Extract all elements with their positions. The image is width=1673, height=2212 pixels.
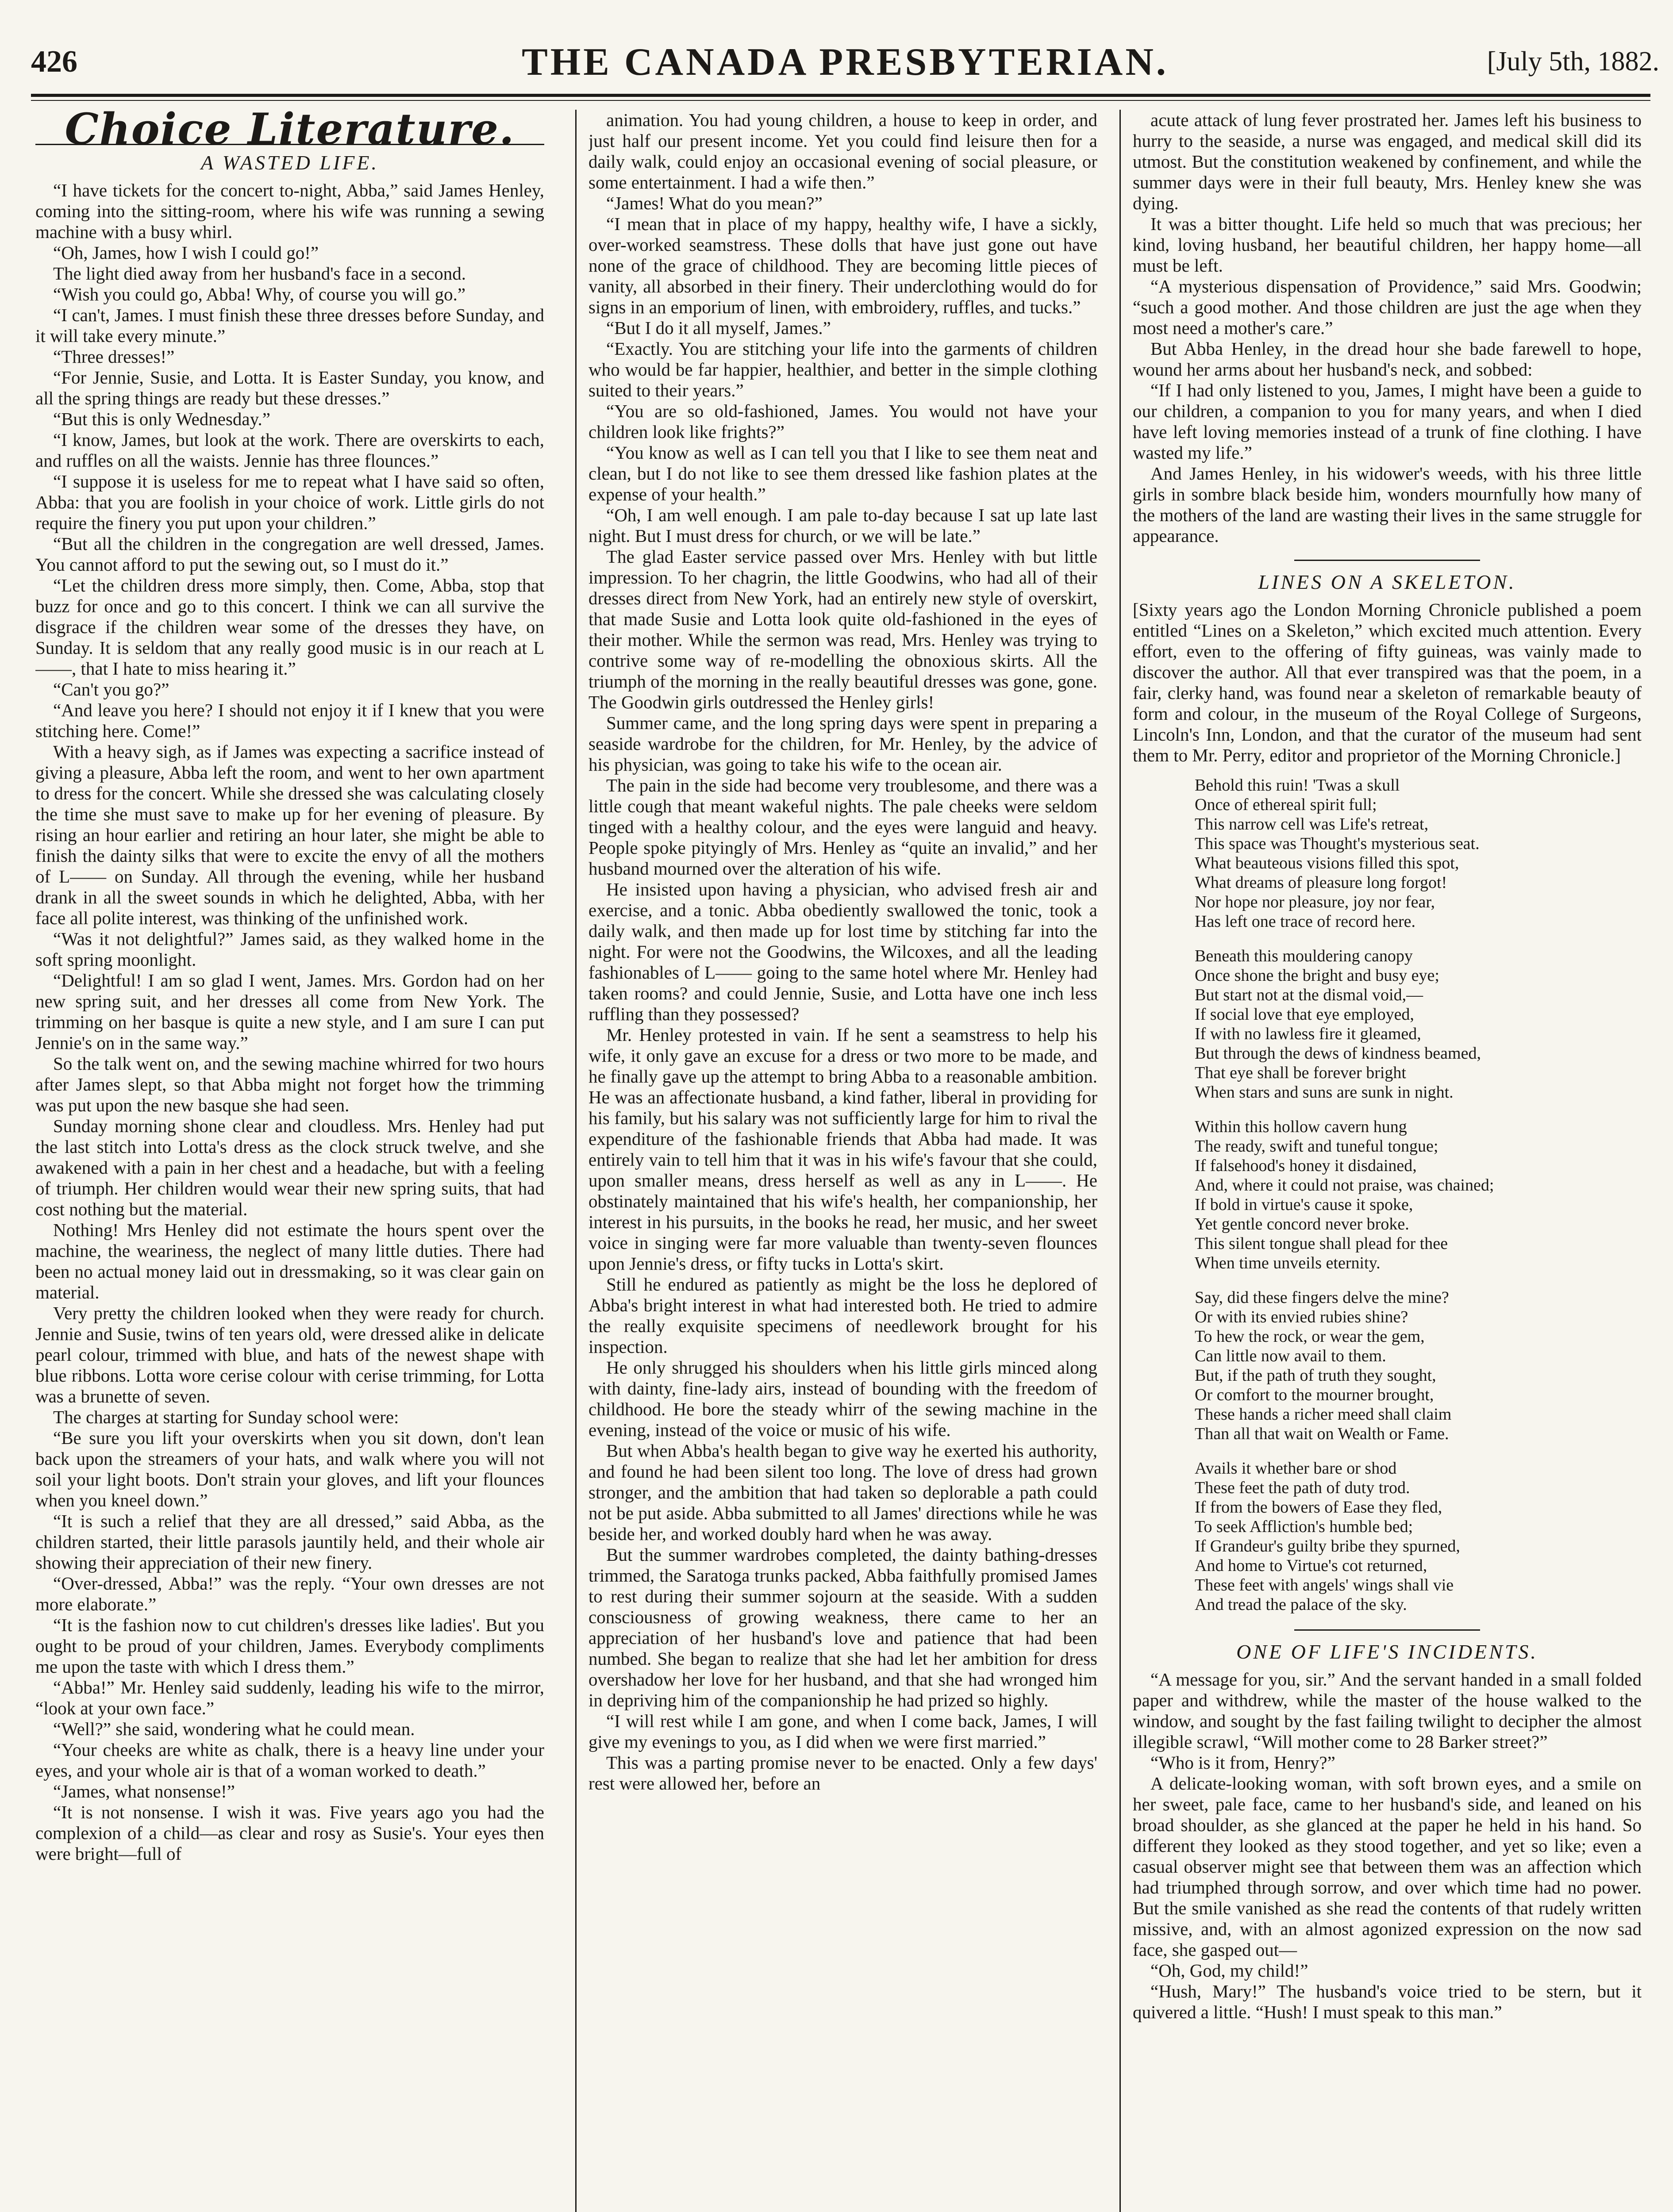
paragraph: animation. You had young children, a house to keep in order, and just half our present income. Yet you could find leisure then for a daily walk, could enjoy an occasional evening of social pleasure, or some entertainment. I had a wife then.” (588, 110, 1097, 192)
poem-line: Once of ethereal spirit full; (1195, 795, 1377, 814)
paragraph: “Exactly. You are stitching your life into the garments of children who would be far happier, healthier, and better in the simple clothing suited to their years.” (588, 338, 1097, 400)
paragraph: It was a bitter thought. Life held so much that was precious; her kind, loving husband, her beautiful children, her happy home—all must be left. (1133, 214, 1642, 276)
poem-stanza (1195, 946, 1642, 1102)
story-separator (1294, 1629, 1480, 1631)
poem-line: Has left one trace of record here. (1195, 912, 1415, 931)
poem-line: But start not at the dismal void,— (1195, 986, 1423, 1004)
paragraph: But the summer wardrobes completed, the dainty bathing-dresses trimmed, the Saratoga trunks packed, Abba faithfully promised James to rest during their summer sojourn at the seaside. With a sudden consciousness of growing weakness, there came to her an appreciation of her husband's love and patience that had been numbed. She began to realize that she had let her ambition for dress overshadow her love for her husband, and that she had wronged him in depriving him of the companionship he had prized so highly. (588, 1544, 1097, 1710)
poem-line: The ready, swift and tuneful tongue; (1195, 1137, 1438, 1156)
poem-line: When stars and suns are sunk in night. (1195, 1083, 1454, 1102)
poem-line: These feet the path of duty trod. (1195, 1479, 1410, 1497)
poem-line: But, if the path of truth they sought, (1195, 1366, 1436, 1385)
poem-line: When time unveils eternity. (1195, 1254, 1381, 1272)
paragraph: “Be sure you lift your overskirts when you sit down, don't lean back upon the streamers of your hats, and walk where you will not soil your light boots. Don't strain your gloves, and lift your flounces when you kneel down.” (35, 1428, 544, 1510)
paragraph: “Oh, I am well enough. I am pale to-day because I sat up late last night. But I must dress for church, or we will be late.” (588, 505, 1097, 546)
column-1 (35, 110, 544, 2212)
paragraph: Mr. Henley protested in vain. If he sent a seamstress to help his wife, it only gave an excuse for a dress or two more to be made, and he finally gave up the attempt to bring Abba to a reasonable ambition. He was an affectionate husband, a kind father, liberal in providing for his family, but his salary was not sufficiently large for him to rival the expenditure of the fashionable friends that Abba had made. It was entirely vain to tell him that it was in his wife's favour that she could, upon smaller means, dress herself as well as any in L——. He obstinately maintained that his wife's health, her companionship, her interest in his pursuits, in the books he read, her music, and her sweet voice in singing were far more valuable than twenty-seven flounces upon Jennie's dress, or fifty tucks in Lotta's skirt. (588, 1025, 1097, 1274)
paragraph: “I suppose it is useless for me to repeat what I have said so often, Abba: that you are foolish in your choice of work. Little girls do not require the finery you put upon your children.” (35, 471, 544, 533)
paragraph: “And leave you here? I should not enjoy it if I knew that you were stitching here. Come!” (35, 700, 544, 741)
poem-line: What beauteous visions filled this spot, (1195, 854, 1459, 872)
poem-line: Nor hope nor pleasure, joy nor fear, (1195, 893, 1435, 911)
poem-line: These hands a richer meed shall claim (1195, 1405, 1452, 1424)
poem-line: And home to Virtue's cot returned, (1195, 1556, 1427, 1575)
poem-stanza (1195, 1288, 1642, 1444)
paragraph: “James, what nonsense!” (53, 1781, 235, 1801)
poem-line: These feet with angels' wings shall vie (1195, 1576, 1454, 1594)
poem-stanza (1195, 1117, 1642, 1273)
story-body-continued (588, 110, 1097, 1794)
poem-stanza (1195, 1459, 1642, 1614)
paragraph: “A mysterious dispensation of Providence,” said Mrs. Goodwin; “such a good mother. And those children are just the age when they most need a mother's care.” (1133, 276, 1642, 338)
section-heading: Choice Literature. (35, 119, 544, 145)
paragraph: “You are so old-fashioned, James. You would not have your children look like frights?” (588, 401, 1097, 442)
poem-line: That eye shall be forever bright (1195, 1064, 1406, 1082)
poem-line: Than all that wait on Wealth or Fame. (1195, 1425, 1449, 1443)
poem-line: Or comfort to the mourner brought, (1195, 1386, 1434, 1404)
poem-line: To hew the rock, or wear the gem, (1195, 1327, 1425, 1346)
poem-line: If social love that eye employed, (1195, 1005, 1414, 1024)
intro-paragraph: [Sixty years ago the London Morning Chronicle published a poem entitled “Lines on a Skeleton,” which excited much attention. Every effort, even to the offering of fifty guineas, was vainly made to discover the author. All that ever transpired was that the poem, in a fair, clerky hand, was found near a skeleton of remarkable beauty of form and colour, in the museum of the Royal College of Surgeons, Lincoln's Inn, London, and that the curator of the museum had sent them to Mr. Perry, editor and proprietor of the Morning Chronicle.] (1133, 599, 1642, 765)
paragraph: “Wish you could go, Abba! Why, of course you will go.” (53, 284, 466, 304)
paragraph: “Can't you go?” (53, 679, 169, 699)
poem-stanza (1195, 776, 1642, 931)
paragraph: Very pretty the children looked when they were ready for church. Jennie and Susie, twins of ten years old, were dressed alike in delicate pearl colour, trimmed with blue, and hats of the newest shape with blue ribbons. Lotta wore cerise colour with cerise trimming, for Lotta was a brunette of seven. (35, 1303, 544, 1406)
paragraph: The light died away from her husband's face in a second. (53, 263, 466, 284)
paragraph: “I can't, James. I must finish these three dresses before Sunday, and it will take every minute.” (35, 305, 544, 346)
story-title-skeleton: LINES ON A SKELETON. (1258, 571, 1516, 593)
page-number: 426 (31, 45, 77, 79)
paragraph: But when Abba's health began to give way he exerted his authority, and found he had been silent too long. The love of dress had grown stronger, and the ambition that had taken so deplorable a path could not be put aside. Abba submitted to all James' directions while he was beside her, and worked doubly hard when he was away. (588, 1440, 1097, 1544)
paragraph: A delicate-looking woman, with soft brown eyes, and a smile on her sweet, pale face, came to her husband's side, and leaned on his broad shoulder, as she glanced at the paper he held in his hand. So different they looked as they stood together, and yet so like; even a casual observer might see that between them was an affection which had triumphed through sorrow, and over which time had no power. But the smile vanished as she read the contents of that rudely written missive, and, with an almost agonized expression on the now sad face, she gasped out— (1133, 1773, 1642, 1960)
paragraph: “Hush, Mary!” The husband's voice tried to be stern, but it quivered a little. “Hush! I must speak to this man.” (1133, 1981, 1642, 2022)
paragraph: “Delightful! I am so glad I went, James. Mrs. Gordon had on her new spring suit, and her dresses all come from New York. The trimming on her basque is quite a new style, and I am sure I can put Jennie's on in the same way.” (35, 970, 544, 1053)
poem-line: Within this hollow cavern hung (1195, 1118, 1407, 1136)
paragraph: The pain in the side had become very troublesome, and there was a little cough that meant wakeful nights. The pale cheeks were seldom tinged with a healthy colour, and the eyes were languid and heavy. People spoke pityingly of Mrs. Henley as “quite an invalid,” and her husband mourned over the alteration of his wife. (588, 775, 1097, 879)
paragraph: “You know as well as I can tell you that I like to see them neat and clean, but I do not like to see them dressed like fashion plates at the expense of your health.” (588, 442, 1097, 504)
poem-line: If with no lawless fire it gleamed, (1195, 1025, 1421, 1043)
poem-line: Or with its envied rubies shine? (1195, 1308, 1408, 1326)
paragraph: So the talk went on, and the sewing machine whirred for two hours after James slept, so that Abba might not forget how the trimming was put upon the new basque she had seen. (35, 1053, 544, 1115)
column-3 (1133, 110, 1642, 2212)
column-divider (1119, 110, 1121, 2212)
paragraph: “I have tickets for the concert to-night, Abba,” said James Henley, coming into the sitting-room, where his wife was running a sewing machine with a busy whirl. (35, 180, 544, 242)
paragraph: “I mean that in place of my happy, healthy wife, I have a sickly, over-worked seamstress. These dolls that have just gone out have none of the grace of childhood. They are becoming little pieces of vanity, all absorbed in their finery. Their underclothing would do for signs in an emporium of linen, with embroidery, ruffles, and tucks.” (588, 214, 1097, 317)
poem-introduction (1133, 599, 1642, 766)
paragraph: But Abba Henley, in the dread hour she bade farewell to hope, wound her arms about her husband's neck, and sobbed: (1133, 338, 1642, 380)
poem-line: To seek Affliction's humble bed; (1195, 1517, 1413, 1536)
poem-line: If falsehood's honey it disdained, (1195, 1156, 1417, 1175)
paragraph: “A message for you, sir.” And the servant handed in a small folded paper and withdrew, while the master of the house walked to the window, and sought by the fast failing twilight to decipher the almost illegible scrawl, “Will mother come to 28 Barker street?” (1133, 1669, 1642, 1752)
paragraph: Still he endured as patiently as might be the loss he deplored of Abba's bright interest in what had interested both. He tried to admire the really exquisite specimens of needlework brought for his inspection. (588, 1274, 1097, 1357)
poem-line: If Grandeur's guilty bribe they spurned, (1195, 1537, 1460, 1555)
paragraph: This was a parting promise never to be enacted. Only a few days' rest were allowed her, before an (588, 1752, 1097, 1793)
poem-line: This space was Thought's mysterious seat. (1195, 834, 1480, 853)
column-divider (575, 110, 577, 2212)
paragraph: acute attack of lung fever prostrated her. James left his business to hurry to the seaside, a nurse was engaged, and medical skill did its utmost. But the constitution weakened by confinement, and while the summer days were in their full beauty, Mrs. Henley knew she was dying. (1133, 110, 1642, 213)
paragraph: “It is the fashion now to cut children's dresses like ladies'. But you ought to be proud of your children, James. Everybody compliments me upon the taste with which I dress them.” (35, 1615, 544, 1677)
poem-line: Yet gentle concord never broke. (1195, 1215, 1409, 1233)
poem-line: But through the dews of kindness beamed, (1195, 1044, 1481, 1063)
story-title-incidents: ONE OF LIFE'S INCIDENTS. (1236, 1640, 1538, 1663)
poem-line: What dreams of pleasure long forgot! (1195, 873, 1447, 892)
paragraph: Sunday morning shone clear and cloudless. Mrs. Henley had put the last stitch into Lotta's dress as the clock struck twelve, and she awakened with a pain in her chest and a headache, but with a feeling of triumph. Her children would wear their new spring suits, that had cost nothing but the material. (35, 1116, 544, 1219)
newspaper-title: THE CANADA PRESBYTERIAN. (522, 41, 1169, 84)
paragraph: “For Jennie, Susie, and Lotta. It is Easter Sunday, you know, and all the spring things are ready but these dresses.” (35, 367, 544, 408)
masthead-rule (31, 94, 1650, 97)
paragraph: “Who is it from, Henry?” (1150, 1752, 1335, 1773)
poem-line: Once shone the bright and busy eye; (1195, 966, 1439, 985)
poem (1195, 776, 1642, 1614)
poem-line: And tread the palace of the sky. (1195, 1595, 1407, 1614)
paragraph: Summer came, and the long spring days were spent in preparing a seaside wardrobe for the children, for Mr. Henley, by the advice of his physician, was going to take his wife to the ocean air. (588, 713, 1097, 775)
story-body-incidents (1133, 1669, 1642, 2023)
paragraph: Nothing! Mrs Henley did not estimate the hours spent over the machine, the weariness, the neglect of many little duties. There had been no actual money laid out in dressmaking, so it was clear gain on material. (35, 1220, 544, 1302)
paragraph: “It is such a relief that they are all dressed,” said Abba, as the children started, their little parasols jauntily held, and their whole air showing their appreciation of their new finery. (35, 1511, 544, 1573)
paragraph: He insisted upon having a physician, who advised fresh air and exercise, and a tonic. Abba obediently swallowed the tonic, took a daily walk, and then made up for lost time by stitching far into the night. For were not the Goodwins, the Wilcoxes, and all the leading fashionables of L—— going to the same hotel where Mr. Henley had taken rooms? and could Jennie, Susie, and Lotta have one inch less ruffling than they possessed? (588, 879, 1097, 1024)
poem-line: Say, did these fingers delve the mine? (1195, 1288, 1449, 1307)
poem-line: Can little now avail to them. (1195, 1347, 1386, 1365)
paragraph: “James! What do you mean?” (606, 193, 823, 213)
paragraph: “Oh, James, how I wish I could go!” (53, 242, 319, 263)
poem-line: If from the bowers of Ease they fled, (1195, 1498, 1442, 1517)
paragraph: “But all the children in the congregation are well dressed, James. You cannot afford to put the sewing out, so I must do it.” (35, 534, 544, 575)
paragraph: “Abba!” Mr. Henley said suddenly, leading his wife to the mirror, “look at your own face.” (35, 1677, 544, 1718)
paragraph: “I know, James, but look at the work. There are overskirts to each, and ruffles on all the waists. Jennie has three flounces.” (35, 430, 544, 471)
paragraph: “Was it not delightful?” James said, as they walked home in the soft spring moonlight. (35, 929, 544, 970)
poem-line: If bold in virtue's cause it spoke, (1195, 1195, 1413, 1214)
paragraph: The glad Easter service passed over Mrs. Henley with but little impression. To her chagrin, the little Goodwins, who had all of their dresses direct from New York, had an entirely new style of overskirt, that made Susie and Lotta look quite old-fashioned in the eyes of their mother. While the sermon was read, Mrs. Henley was trying to contrive some way of re-modelling the obnoxious skirts. All the triumph of the morning in the really beautiful dresses was gone, gone. The Goodwin girls outdressed the Henley girls! (588, 546, 1097, 712)
poem-line: Behold this ruin! 'Twas a skull (1195, 776, 1400, 795)
story-title-wasted-life: A WASTED LIFE. (201, 151, 379, 174)
masthead-rule-thin (31, 100, 1650, 101)
paragraph: “But this is only Wednesday.” (53, 409, 270, 429)
paragraph: “Well?” she said, wondering what he could mean. (53, 1719, 415, 1739)
paragraph: The charges at starting for Sunday school were: (53, 1407, 399, 1427)
poem-line: This silent tongue shall plead for thee (1195, 1234, 1448, 1253)
poem-line: This narrow cell was Life's retreat, (1195, 815, 1429, 833)
paragraph: “It is not nonsense. I wish it was. Five years ago you had the complexion of a child—as clear and rosy as Susie's. Your eyes then were bright—full of (35, 1802, 544, 1864)
paragraph: “Over-dressed, Abba!” was the reply. “Your own dresses are not more elaborate.” (35, 1573, 544, 1614)
paragraph: “Oh, God, my child!” (1150, 1960, 1308, 1981)
paragraph: He only shrugged his shoulders when his little girls minced along with dainty, fine-lady airs, instead of bounding with the freedom of childhood. He bore the steady whirr of the sewing machine in the evening, instead of the voice or music of his wife. (588, 1357, 1097, 1440)
story-body-ending (1133, 110, 1642, 546)
paragraph: “I will rest while I am gone, and when I come back, James, I will give my evenings to you, as I did when we were first married.” (588, 1711, 1097, 1752)
masthead (31, 40, 1659, 93)
paragraph: “Let the children dress more simply, then. Come, Abba, stop that buzz for once and go to this concert. I think we can all survive the disgrace if the children wear some of the dresses they have, on Sunday. It is seldom that any really good music is in our reach at L——, that I hate to miss hearing it.” (35, 575, 544, 679)
poem-line: Beneath this mouldering canopy (1195, 947, 1413, 965)
story-separator (1294, 560, 1480, 561)
paragraph: “But I do it all myself, James.” (606, 318, 831, 338)
paragraph: “If I had only listened to you, James, I might have been a guide to our children, a companion to you for many years, and when I died have left loving memories instead of a trunk of fine clothing. I have wasted my life.” (1133, 380, 1642, 463)
paragraph: “Three dresses!” (53, 346, 175, 367)
paragraph: With a heavy sigh, as if James was expecting a sacrifice instead of giving a pleasure, Abba left the room, and went to her own apartment to dress for the concert. While she dressed she was calculating closely the time she must save to make up for her evening of pleasure. By rising an hour earlier and retiring an hour later, she might be able to finish the dainty silks that were to excite the envy of all the mothers of L—— on Sunday. All through the evening, while her husband drank in all the sweet sounds in which he delighted, Abba, with her face all polite interest, was thinking of the unfinished work. (35, 741, 544, 928)
poem-line: And, where it could not praise, was chained; (1195, 1176, 1494, 1194)
issue-date: [July 5th, 1882. (1487, 46, 1659, 77)
column-2 (588, 110, 1097, 2212)
paragraph: “Your cheeks are white as chalk, there is a heavy line under your eyes, and your whole air is that of a woman worked to death.” (35, 1740, 544, 1781)
paragraph: And James Henley, in his widower's weeds, with his three little girls in sombre black beside him, wonders mournfully how many of the mothers of the land are wasting their lives in the same struggle for appearance. (1133, 463, 1642, 546)
poem-line: Avails it whether bare or shod (1195, 1459, 1397, 1478)
story-body (35, 180, 544, 1864)
